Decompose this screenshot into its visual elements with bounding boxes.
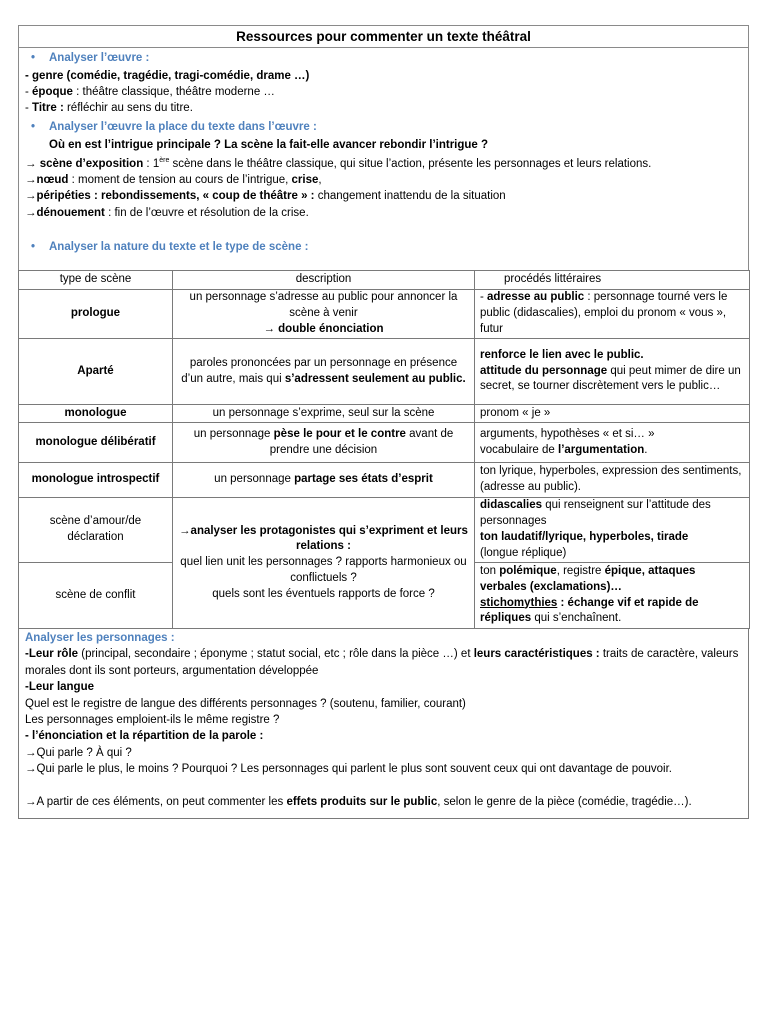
conclusion-text: →A partir de ces éléments, on peut commenter les xyxy=(25,796,287,809)
definition-text: : 1 xyxy=(143,157,160,170)
bullet-icon: • xyxy=(31,241,36,254)
term-peripeties: péripéties : rebondissements, « coup de théâtre » : xyxy=(36,190,315,203)
desc-emphasis: double énonciation xyxy=(278,322,384,335)
term-titre: Titre : xyxy=(32,102,64,115)
term-noeud: nœud xyxy=(36,174,69,187)
definition-text: changement inattendu de la situation xyxy=(314,190,506,203)
cell-procedes: ton lyrique, hyperboles, expression des sentiments, (adresse au public). xyxy=(475,463,750,498)
punctuation: . xyxy=(644,443,648,456)
term-crise: crise xyxy=(291,174,319,187)
table-row-monologue-introspectif xyxy=(19,463,750,498)
desc-emphasis: s’adressent seulement au public. xyxy=(284,372,466,385)
cell-procedes xyxy=(475,290,750,339)
table-header-row xyxy=(19,271,750,290)
heading-text: Analyser la nature du texte et le type de scène : xyxy=(49,241,309,254)
arrow-icon: → xyxy=(25,190,37,203)
term-denouement: dénouement xyxy=(36,206,105,219)
table-row-scene-amour xyxy=(19,498,750,563)
column-header-description: description xyxy=(173,271,475,290)
definition-text: : moment de tension au cours de l’intrigue, xyxy=(68,174,292,187)
cell-description xyxy=(173,423,475,463)
proc-text: qui peut mimer de dire un secret, se tourner discrètement vers le public… xyxy=(480,364,741,393)
line-genre xyxy=(25,68,742,84)
proc-emphasis: renforce le lien avec le public. xyxy=(480,348,644,361)
line-role xyxy=(25,646,742,679)
cell-description xyxy=(173,339,475,405)
bullet-icon: • xyxy=(31,52,36,64)
proc-text: : personnage tourné vers le public (didascalies), emploi du pronom « vous », futur xyxy=(480,291,728,335)
dash: - xyxy=(25,85,33,98)
dash: - xyxy=(25,102,33,115)
proc-emphasis: : échange vif et rapide de répliques xyxy=(480,596,699,625)
conclusion-text: , selon le genre de la pièce (comédie, tragédie…). xyxy=(437,796,692,809)
arrow-icon: → xyxy=(25,157,40,170)
term-genre: genre (comédie, tragédie, tragi-comédie, drame …) xyxy=(32,69,310,82)
proc-emphasis: épique, attaques verbales (exclamations)… xyxy=(480,564,696,593)
bullet-icon: • xyxy=(31,120,36,133)
definition-text: : théâtre classique, théâtre moderne … xyxy=(72,85,275,98)
term-epoque: époque xyxy=(32,85,73,98)
term-stichomythies: stichomythies xyxy=(480,596,558,609)
table-row-monologue-deliberatif xyxy=(19,423,750,463)
proc-text: qui s’enchaînent. xyxy=(531,612,622,625)
cell-type: Aparté xyxy=(19,339,173,405)
dash: - xyxy=(25,69,33,82)
cell-type: scène de conflit xyxy=(19,563,173,629)
definition-text: réfléchir au sens du titre. xyxy=(63,102,193,115)
proc-emphasis: polémique xyxy=(499,564,557,577)
arrow-icon: → xyxy=(25,206,37,219)
line-epoque xyxy=(25,84,742,100)
line-langue-title xyxy=(25,679,742,695)
line-question-plus: →Qui parle le plus, le moins ? Pourquoi ? Les personnages qui parlent le plus sont souvent ceux qui ont davantage de pouvoir. xyxy=(25,763,672,776)
ordinal-suffix: ère xyxy=(159,156,170,164)
cell-procedes xyxy=(475,339,750,405)
question-intrigue: Où en est l’intrigue principale ? La scène la fait-elle avancer rebondir l’intrigue ? xyxy=(49,139,489,152)
cell-procedes xyxy=(475,498,750,563)
table-row-monologue xyxy=(19,405,750,423)
term-role: -Leur rôle xyxy=(25,648,79,661)
proc-line: arguments, hypothèses « et si… » xyxy=(480,427,655,440)
cell-procedes: pronom « je » xyxy=(475,405,750,423)
role-text: (principal, secondaire ; éponyme ; statut social, etc ; rôle dans la pièce …) et xyxy=(78,648,474,661)
section-oeuvre xyxy=(18,48,749,270)
cell-description-shared xyxy=(173,498,475,629)
heading-text: Analyser l’œuvre la place du texte dans l’œuvre : xyxy=(49,120,317,133)
dash: - xyxy=(480,291,488,304)
arrow-icon: → xyxy=(25,174,37,187)
section-personnages xyxy=(18,629,749,819)
desc-line: quel lien unit les personnages ? rapports harmonieux ou conflictuels ? xyxy=(180,556,467,584)
heading-nature-du-texte xyxy=(25,238,742,257)
desc-text: paroles prononcées par un personnage en présence d’un autre, mais qui xyxy=(181,356,458,385)
column-header-procedes: procédés littéraires xyxy=(475,271,750,290)
proc-emphasis: l’argumentation xyxy=(558,443,645,456)
line-titre xyxy=(25,100,742,116)
column-header-type: type de scène xyxy=(19,271,173,290)
cell-procedes xyxy=(475,423,750,463)
desc-text: un personnage xyxy=(214,473,295,486)
proc-text: ton xyxy=(480,564,500,577)
scene-types-table xyxy=(18,270,750,629)
proc-line xyxy=(480,530,744,546)
term-enonciation: - l’énonciation et la répartition de la parole : xyxy=(25,730,264,743)
role-text: traits de caractère, valeurs morales dont ils sont porteurs, argumentation développée xyxy=(25,648,739,677)
line-denouement xyxy=(25,205,742,221)
proc-line xyxy=(480,348,744,364)
proc-line xyxy=(480,564,744,596)
desc-line xyxy=(178,322,469,338)
table-row-aparte xyxy=(19,339,750,405)
line-peripeties xyxy=(25,188,742,204)
desc-text: avant de prendre une décision xyxy=(269,427,454,456)
desc-line xyxy=(178,524,469,556)
proc-emphasis: didascalies xyxy=(480,499,543,512)
arrow-icon: → xyxy=(263,322,279,335)
proc-emphasis: attitude du personnage xyxy=(480,364,608,377)
cell-description xyxy=(173,463,475,498)
document-sheet xyxy=(18,25,749,819)
table-row-prologue xyxy=(19,290,750,339)
heading-analyser-personnages: Analyser les personnages : xyxy=(25,632,175,644)
proc-line xyxy=(480,443,744,459)
desc-text: un personnage xyxy=(193,427,274,440)
cell-type: monologue introspectif xyxy=(19,463,173,498)
term-effets: effets produits sur le public xyxy=(286,796,438,809)
proc-text: vocabulaire de xyxy=(480,443,558,456)
line-conclusion xyxy=(25,794,742,810)
arrow-icon: → xyxy=(179,524,191,537)
proc-text: qui renseignent sur l’attitude des personnages xyxy=(480,499,711,528)
desc-text: un personnage s’adresse au public pour annoncer la scène à venir xyxy=(189,291,458,320)
term-langue: -Leur langue xyxy=(25,681,95,694)
proc-line: (longue réplique) xyxy=(480,546,567,559)
desc-line: quels sont les éventuels rapports de force ? xyxy=(212,587,435,600)
cell-description xyxy=(173,290,475,339)
desc-emphasis: analyser les protagonistes qui s’expriment et leurs relations : xyxy=(190,524,468,553)
definition-text: : fin de l’œuvre et résolution de la crise. xyxy=(104,206,309,219)
cell-procedes xyxy=(475,563,750,629)
proc-line xyxy=(480,596,744,628)
line-enonciation-title xyxy=(25,728,742,744)
cell-type: monologue délibératif xyxy=(19,423,173,463)
proc-line xyxy=(480,498,744,530)
proc-emphasis: ton laudatif/lyrique, hyperboles, tirade xyxy=(480,531,689,543)
term-caracteristiques: leurs caractéristiques : xyxy=(473,648,600,661)
heading-analyser-oeuvre xyxy=(25,49,742,68)
desc-emphasis: partage ses états d’esprit xyxy=(294,473,433,486)
cell-description: un personnage s’exprime, seul sur la scène xyxy=(173,405,475,423)
cell-type: monologue xyxy=(19,405,173,423)
proc-line xyxy=(480,364,744,396)
line-exposition xyxy=(25,156,742,172)
line-langue-question-1: Quel est le registre de langue des différents personnages ? (soutenu, familier, courant) xyxy=(25,697,466,710)
proc-text: , registre xyxy=(556,564,605,577)
document-title: Ressources pour commenter un texte théâtral xyxy=(18,25,749,48)
blank-line xyxy=(25,778,742,794)
line-noeud xyxy=(25,172,742,188)
punctuation: , xyxy=(318,174,322,187)
heading-text: Analyser l’œuvre : xyxy=(49,52,150,64)
cell-type: scène d’amour/de déclaration xyxy=(19,498,173,563)
line-langue-question-2: Les personnages emploient-ils le même registre ? xyxy=(25,714,280,727)
heading-place-du-texte xyxy=(25,118,742,137)
desc-emphasis: pèse le pour et le contre xyxy=(273,427,406,440)
definition-text: scène dans le théâtre classique, qui situe l’action, présente les personnages et leurs relations. xyxy=(169,157,652,170)
proc-emphasis: adresse au public xyxy=(487,291,585,304)
term-exposition: scène d’exposition xyxy=(39,157,144,170)
line-question-qui: →Qui parle ? À qui ? xyxy=(25,746,132,759)
cell-type: prologue xyxy=(19,290,173,339)
